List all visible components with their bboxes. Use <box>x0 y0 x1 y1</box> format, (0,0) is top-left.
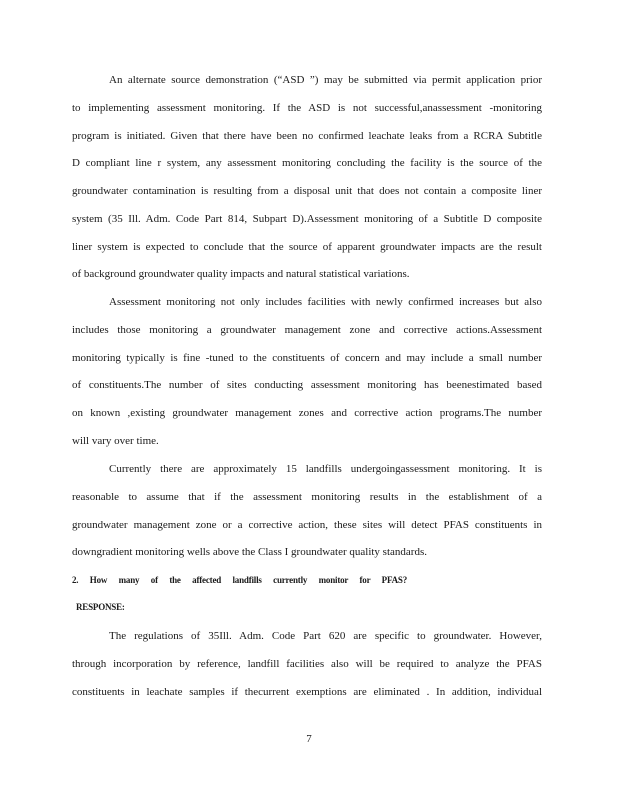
paragraph-line: D compliant line r system, any assessment monitoring concluding the facility is the source of the <box>72 157 542 169</box>
response-label: RESPONSE: <box>76 602 125 612</box>
paragraph-line: An alternate source demonstration (“ASD ”) may be submitted via permit application prior <box>109 74 542 86</box>
question-heading: 2. How many of the affected landfills currently monitor for PFAS? <box>72 575 407 585</box>
paragraph-line: to implementing assessment monitoring. If the ASD is not successful,anassessment -monitoring <box>72 102 542 114</box>
paragraph-line: Assessment monitoring not only includes facilities with newly confirmed increases but also <box>109 296 542 308</box>
paragraph-line: program is initiated. Given that there have been no confirmed leachate leaks from a RCRA Subtitle <box>72 130 542 142</box>
paragraph-line: The regulations of 35Ill. Adm. Code Part 620 are specific to groundwater. However, <box>109 630 542 642</box>
paragraph-line: liner system is expected to conclude that the source of apparent groundwater impacts are the result <box>72 241 542 253</box>
paragraph-line: of constituents.The number of sites conducting assessment monitoring has beenestimated based <box>72 379 542 391</box>
paragraph-line: groundwater management zone or a corrective action, these sites will detect PFAS constituents in <box>72 519 542 531</box>
page-number: 7 <box>306 733 312 745</box>
paragraph-line: includes those monitoring a groundwater management zone and corrective actions.Assessment <box>72 324 542 336</box>
paragraph-line: will vary over time. <box>72 435 159 447</box>
paragraph-line: system (35 Ill. Adm. Code Part 814, Subpart D).Assessment monitoring of a Subtitle D composite <box>72 213 542 225</box>
paragraph-line: downgradient monitoring wells above the Class I groundwater quality standards. <box>72 546 427 558</box>
paragraph-line: Currently there are approximately 15 landfills undergoingassessment monitoring. It is <box>109 463 542 475</box>
paragraph-line: of background groundwater quality impacts and natural statistical variations. <box>72 268 410 280</box>
paragraph-line: monitoring typically is fine -tuned to the constituents of concern and may include a small number <box>72 352 542 364</box>
paragraph-line: groundwater contamination is resulting from a disposal unit that does not contain a composite liner <box>72 185 542 197</box>
paragraph-line: on known ,existing groundwater management zones and corrective action programs.The number <box>72 407 542 419</box>
paragraph-line: constituents in leachate samples if thecurrent exemptions are eliminated . In addition, individual <box>72 686 542 698</box>
paragraph-line: reasonable to assume that if the assessment monitoring results in the establishment of a <box>72 491 542 503</box>
paragraph-line: through incorporation by reference, landfill facilities also will be required to analyze the PFAS <box>72 658 542 670</box>
